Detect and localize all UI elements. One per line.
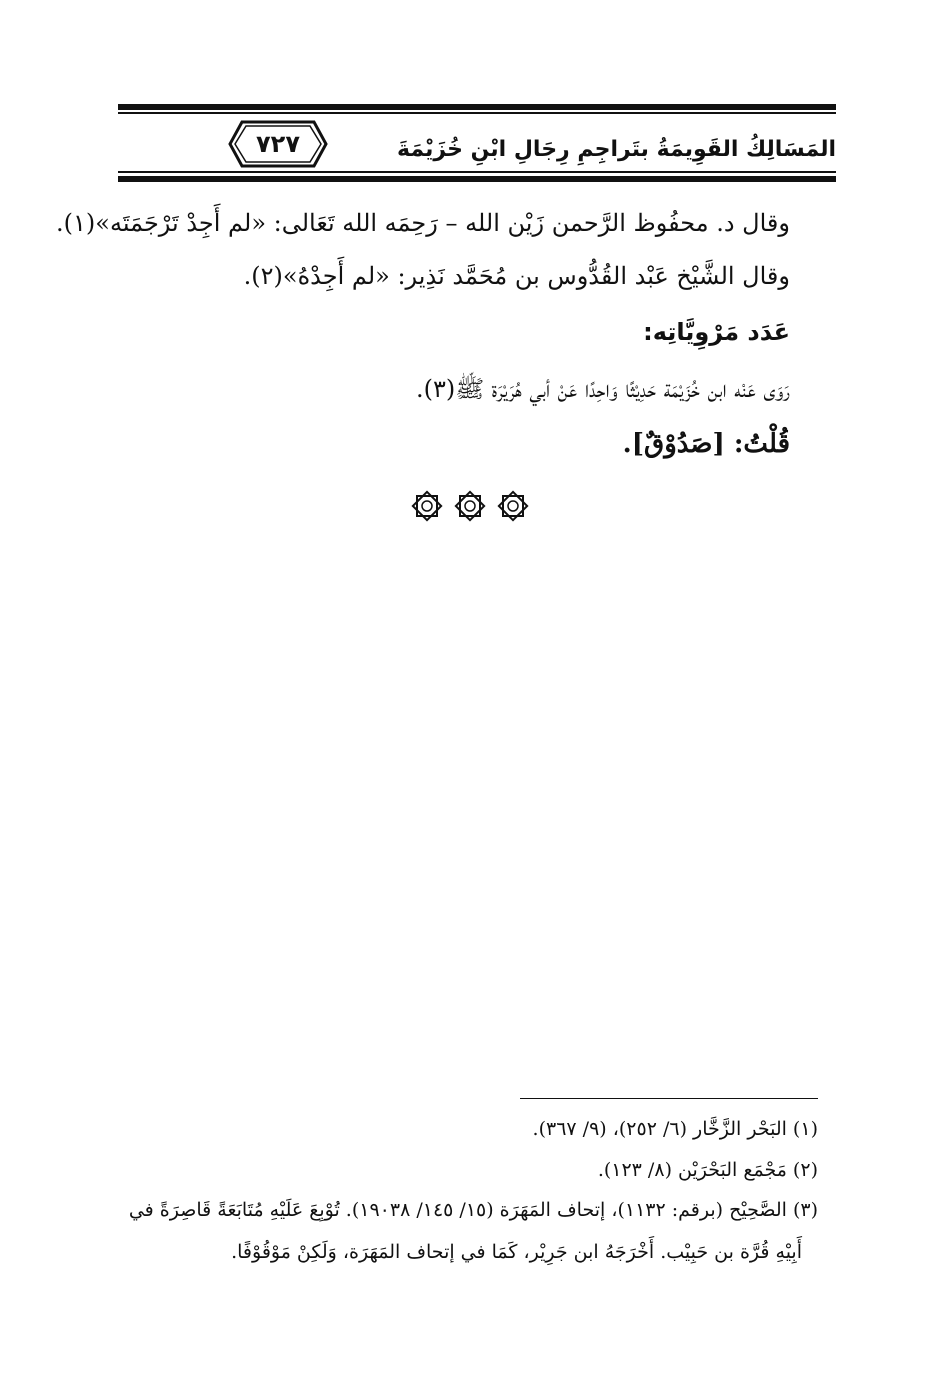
section-heading: عَدَد مَرْوِيَّاتِه: <box>643 318 790 346</box>
header-rule-bottom-thick <box>118 176 836 182</box>
body-line-2: وقال الشَّيْخ عَبْد القُدُّوس بن مُحَمَّد نَذِير: «لم أَجِدْهُ»(٢). <box>243 262 790 290</box>
footnote-3-line-2: أَبِيْهِ قُرَّة بن حَبِيْب. أَخْرَجَهُ ابن جَرِيْر، كَمَا في إتحاف المَهَرَة، وَلَكِنْ مَوْقُوْفًا. <box>231 1241 802 1263</box>
eight-pointed-star-icon <box>410 489 444 523</box>
running-title: المَسَالِكُ القَوِيمَةُ بتَراجِمِ رِجَالِ ابْنِ خُزَيْمَةَ <box>397 137 836 162</box>
footnote-3-line-1: (٣) الصَّحِيْح (برقم: ١١٣٢)، إتحاف المَهَرَة (١٥/ ١٤٥/ ١٩٠٣٨). تُوْبِعَ عَلَيْهِ مُتَابَعَةً قَاصِرَةً في <box>128 1199 818 1221</box>
page-number: ٧٢٧ <box>256 130 300 158</box>
header-rule-bottom-thin <box>118 171 836 173</box>
verdict-line: قُلْتُ: [صَدُوْقٌ]. <box>622 429 790 459</box>
header-rule-top-thick <box>118 104 836 110</box>
eight-pointed-star-icon <box>496 489 530 523</box>
footnote-1: (١) البَحْر الزَّخَّار (٦/ ٢٥٢)، (٩/ ٣٦٧). <box>532 1118 818 1140</box>
eight-pointed-star-icon <box>453 489 487 523</box>
footnote-separator <box>520 1098 818 1099</box>
section-divider-ornaments <box>410 486 530 526</box>
header-rule-top-thin <box>118 112 836 114</box>
body-line-1: وقال د. محفُوظ الرَّحمن زَيْن الله – رَحِمَه الله تَعَالى: «لم أَجِدْ تَرْجَمَتَه»(١). <box>56 209 790 237</box>
footnote-2: (٢) مَجْمَع البَحْرَيْن (٨/ ١٢٣). <box>597 1159 818 1181</box>
page-number-badge <box>228 120 328 168</box>
body-line-4: رَوَى عَنْه ابن خُزَيْمَة حَدِيْثًا وَاحِدًا عَنْ أبي هُرَيْرَة ﷺ(٣). <box>415 375 790 403</box>
